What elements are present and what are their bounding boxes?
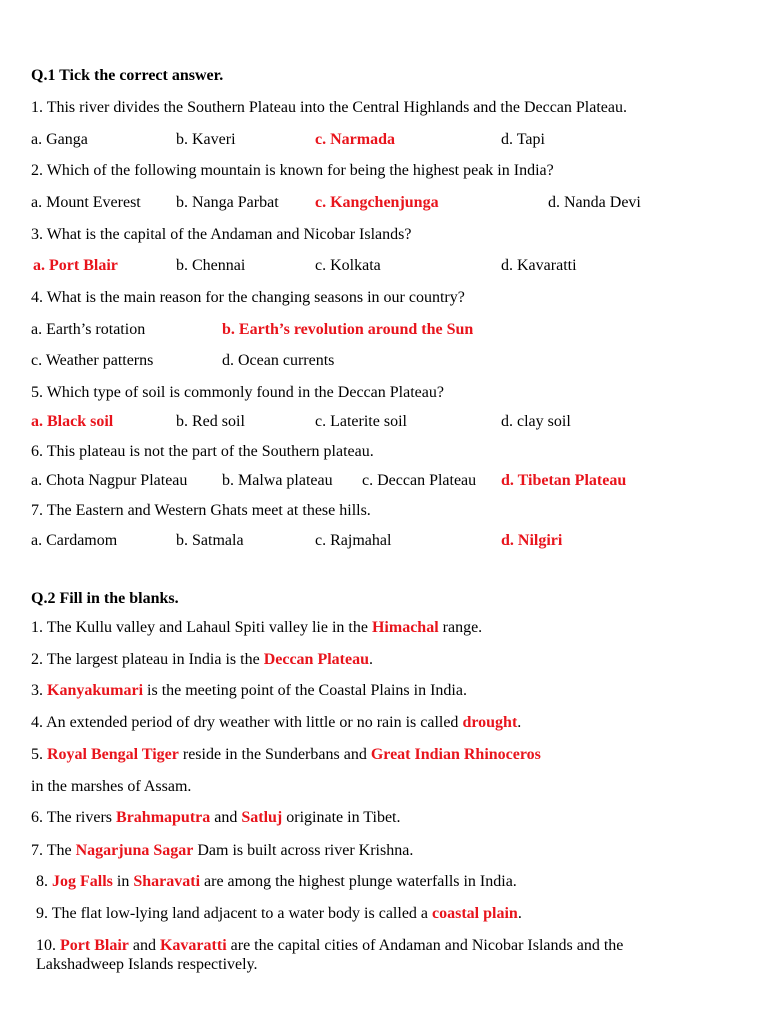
- q2-item-4-text-2: .: [517, 714, 522, 731]
- q2-item-9-text-1: 9. The flat low-lying land adjacent to a water body is called a: [36, 905, 433, 922]
- q1-q4-option-a: a. Earth’s rotation: [31, 321, 146, 338]
- q2-item-7-text-1: 7. The: [31, 842, 76, 859]
- q2-item-4-answer: drought: [462, 714, 518, 731]
- q1-q4-option-d: d. Ocean currents: [222, 352, 335, 369]
- q1-question-4: 4. What is the main reason for the changing seasons in our country?: [31, 289, 465, 306]
- q1-q4-option-c: c. Weather patterns: [31, 352, 154, 369]
- q2-item-5: [31, 745, 541, 765]
- q2-item-8: [36, 872, 517, 892]
- q1-q3-option-a-correct: a. Port Blair: [33, 257, 118, 274]
- q1-q7-option-a: a. Cardamom: [31, 532, 118, 549]
- q2-item-1-text-2: range.: [438, 619, 483, 636]
- q2-item-10-answer-1: Port Blair: [60, 937, 129, 954]
- q2-item-7-text-2: Dam is built across river Krishna.: [193, 842, 414, 859]
- q2-item-10-continuation: Lakshadweep Islands respectively.: [36, 956, 258, 973]
- q2-item-6-text-2: and: [210, 809, 242, 826]
- q2-item-8-text-2: in: [112, 873, 134, 890]
- q1-question-6: 6. This plateau is not the part of the Southern plateau.: [31, 443, 374, 460]
- q2-item-5-answer-1: Royal Bengal Tiger: [47, 746, 179, 763]
- q1-question-5: 5. Which type of soil is commonly found in the Deccan Plateau?: [31, 384, 444, 401]
- q1-q5-option-d: d. clay soil: [501, 413, 571, 430]
- q1-q2-option-c-correct: c. Kangchenjunga: [315, 194, 439, 211]
- q2-item-1: [31, 618, 482, 638]
- q2-item-2-answer: Deccan Plateau: [263, 651, 369, 668]
- q1-q6-option-c: c. Deccan Plateau: [362, 472, 477, 489]
- q2-item-3-text-1: 3.: [31, 682, 47, 699]
- q1-q6-option-a: a. Chota Nagpur Plateau: [31, 472, 188, 489]
- q2-item-10: [36, 936, 623, 956]
- q2-heading: Q.2 Fill in the blanks.: [31, 590, 179, 607]
- q1-q7-option-b: b. Satmala: [176, 532, 244, 549]
- q2-item-4: [31, 713, 521, 733]
- q2-item-6-text-3: originate in Tibet.: [282, 809, 401, 826]
- q1-q2-option-d: d. Nanda Devi: [548, 194, 641, 211]
- q2-item-8-answer-2: Sharavati: [133, 873, 201, 890]
- q2-item-9: [36, 904, 522, 924]
- q1-question-1: 1. This river divides the Southern Plateau into the Central Highlands and the Deccan Plateau.: [31, 99, 627, 116]
- q2-item-5-continuation: in the marshes of Assam.: [31, 778, 192, 795]
- q2-item-6-answer-1: Brahmaputra: [116, 809, 211, 826]
- q1-q5-option-a-correct: a. Black soil: [31, 413, 114, 430]
- q2-item-7: [31, 841, 413, 861]
- q2-item-10-answer-2: Kavaratti: [159, 937, 227, 954]
- q2-item-10-text-1: 10.: [36, 937, 60, 954]
- q1-q1-option-a: a. Ganga: [31, 131, 88, 148]
- q1-q6-option-b: b. Malwa plateau: [222, 472, 333, 489]
- q2-item-2-text-1: 2. The largest plateau in India is the: [31, 651, 264, 668]
- q1-question-2: 2. Which of the following mountain is known for being the highest peak in India?: [31, 162, 554, 179]
- q2-item-6: [31, 808, 401, 828]
- q2-item-5-answer-2: Great Indian Rhinoceros: [370, 746, 541, 763]
- q2-item-1-answer: Himachal: [371, 619, 439, 636]
- q1-q7-option-c: c. Rajmahal: [315, 532, 392, 549]
- q1-q3-option-c: c. Kolkata: [315, 257, 381, 274]
- q1-q6-option-d-correct: d. Tibetan Plateau: [501, 472, 627, 489]
- q1-question-3: 3. What is the capital of the Andaman and Nicobar Islands?: [31, 226, 412, 243]
- q1-q1-option-b: b. Kaveri: [176, 131, 236, 148]
- q1-q5-option-c: c. Laterite soil: [315, 413, 407, 430]
- q1-q5-option-b: b. Red soil: [176, 413, 245, 430]
- q1-q2-option-b: b. Nanga Parbat: [176, 194, 279, 211]
- q1-q3-option-d: d. Kavaratti: [501, 257, 577, 274]
- q2-item-1-text-1: 1. The Kullu valley and Lahaul Spiti valley lie in the: [31, 619, 372, 636]
- q2-item-8-text-3: are among the highest plunge waterfalls in India.: [200, 873, 517, 890]
- q2-item-8-text-1: 8.: [36, 873, 52, 890]
- q1-q1-option-d: d. Tapi: [501, 131, 545, 148]
- q2-item-8-answer-1: Jog Falls: [52, 873, 113, 890]
- q2-item-7-answer: Nagarjuna Sagar: [75, 842, 194, 859]
- q2-item-6-answer-2: Satluj: [241, 809, 283, 826]
- q2-item-3: [31, 681, 467, 701]
- q2-item-10-text-3: are the capital cities of Andaman and Nicobar Islands and the: [226, 937, 624, 954]
- q1-q2-option-a: a. Mount Everest: [31, 194, 141, 211]
- q2-item-10-text-2: and: [128, 937, 160, 954]
- q2-item-5-text-2: reside in the Sunderbans and: [178, 746, 371, 763]
- q1-q1-option-c-correct: c. Narmada: [315, 131, 395, 148]
- q1-heading: Q.1 Tick the correct answer.: [31, 67, 224, 84]
- q1-q4-option-b-correct: b. Earth’s revolution around the Sun: [222, 321, 474, 338]
- q2-item-3-answer: Kanyakumari: [47, 682, 144, 699]
- q1-question-7: 7. The Eastern and Western Ghats meet at these hills.: [31, 502, 371, 519]
- q2-item-2-text-2: .: [369, 651, 373, 668]
- q2-item-4-text-1: 4. An extended period of dry weather with little or no rain is called: [31, 714, 463, 731]
- q2-item-3-text-2: is the meeting point of the Coastal Plains in India.: [143, 682, 467, 699]
- q2-item-6-text-1: 6. The rivers: [31, 809, 117, 826]
- q1-q3-option-b: b. Chennai: [176, 257, 246, 274]
- q2-item-2: [31, 650, 373, 670]
- q2-item-9-text-2: .: [517, 905, 522, 922]
- q2-item-5-text-1: 5.: [31, 746, 47, 763]
- q1-q7-option-d-correct: d. Nilgiri: [501, 532, 563, 549]
- q2-item-9-answer: coastal plain: [432, 905, 518, 922]
